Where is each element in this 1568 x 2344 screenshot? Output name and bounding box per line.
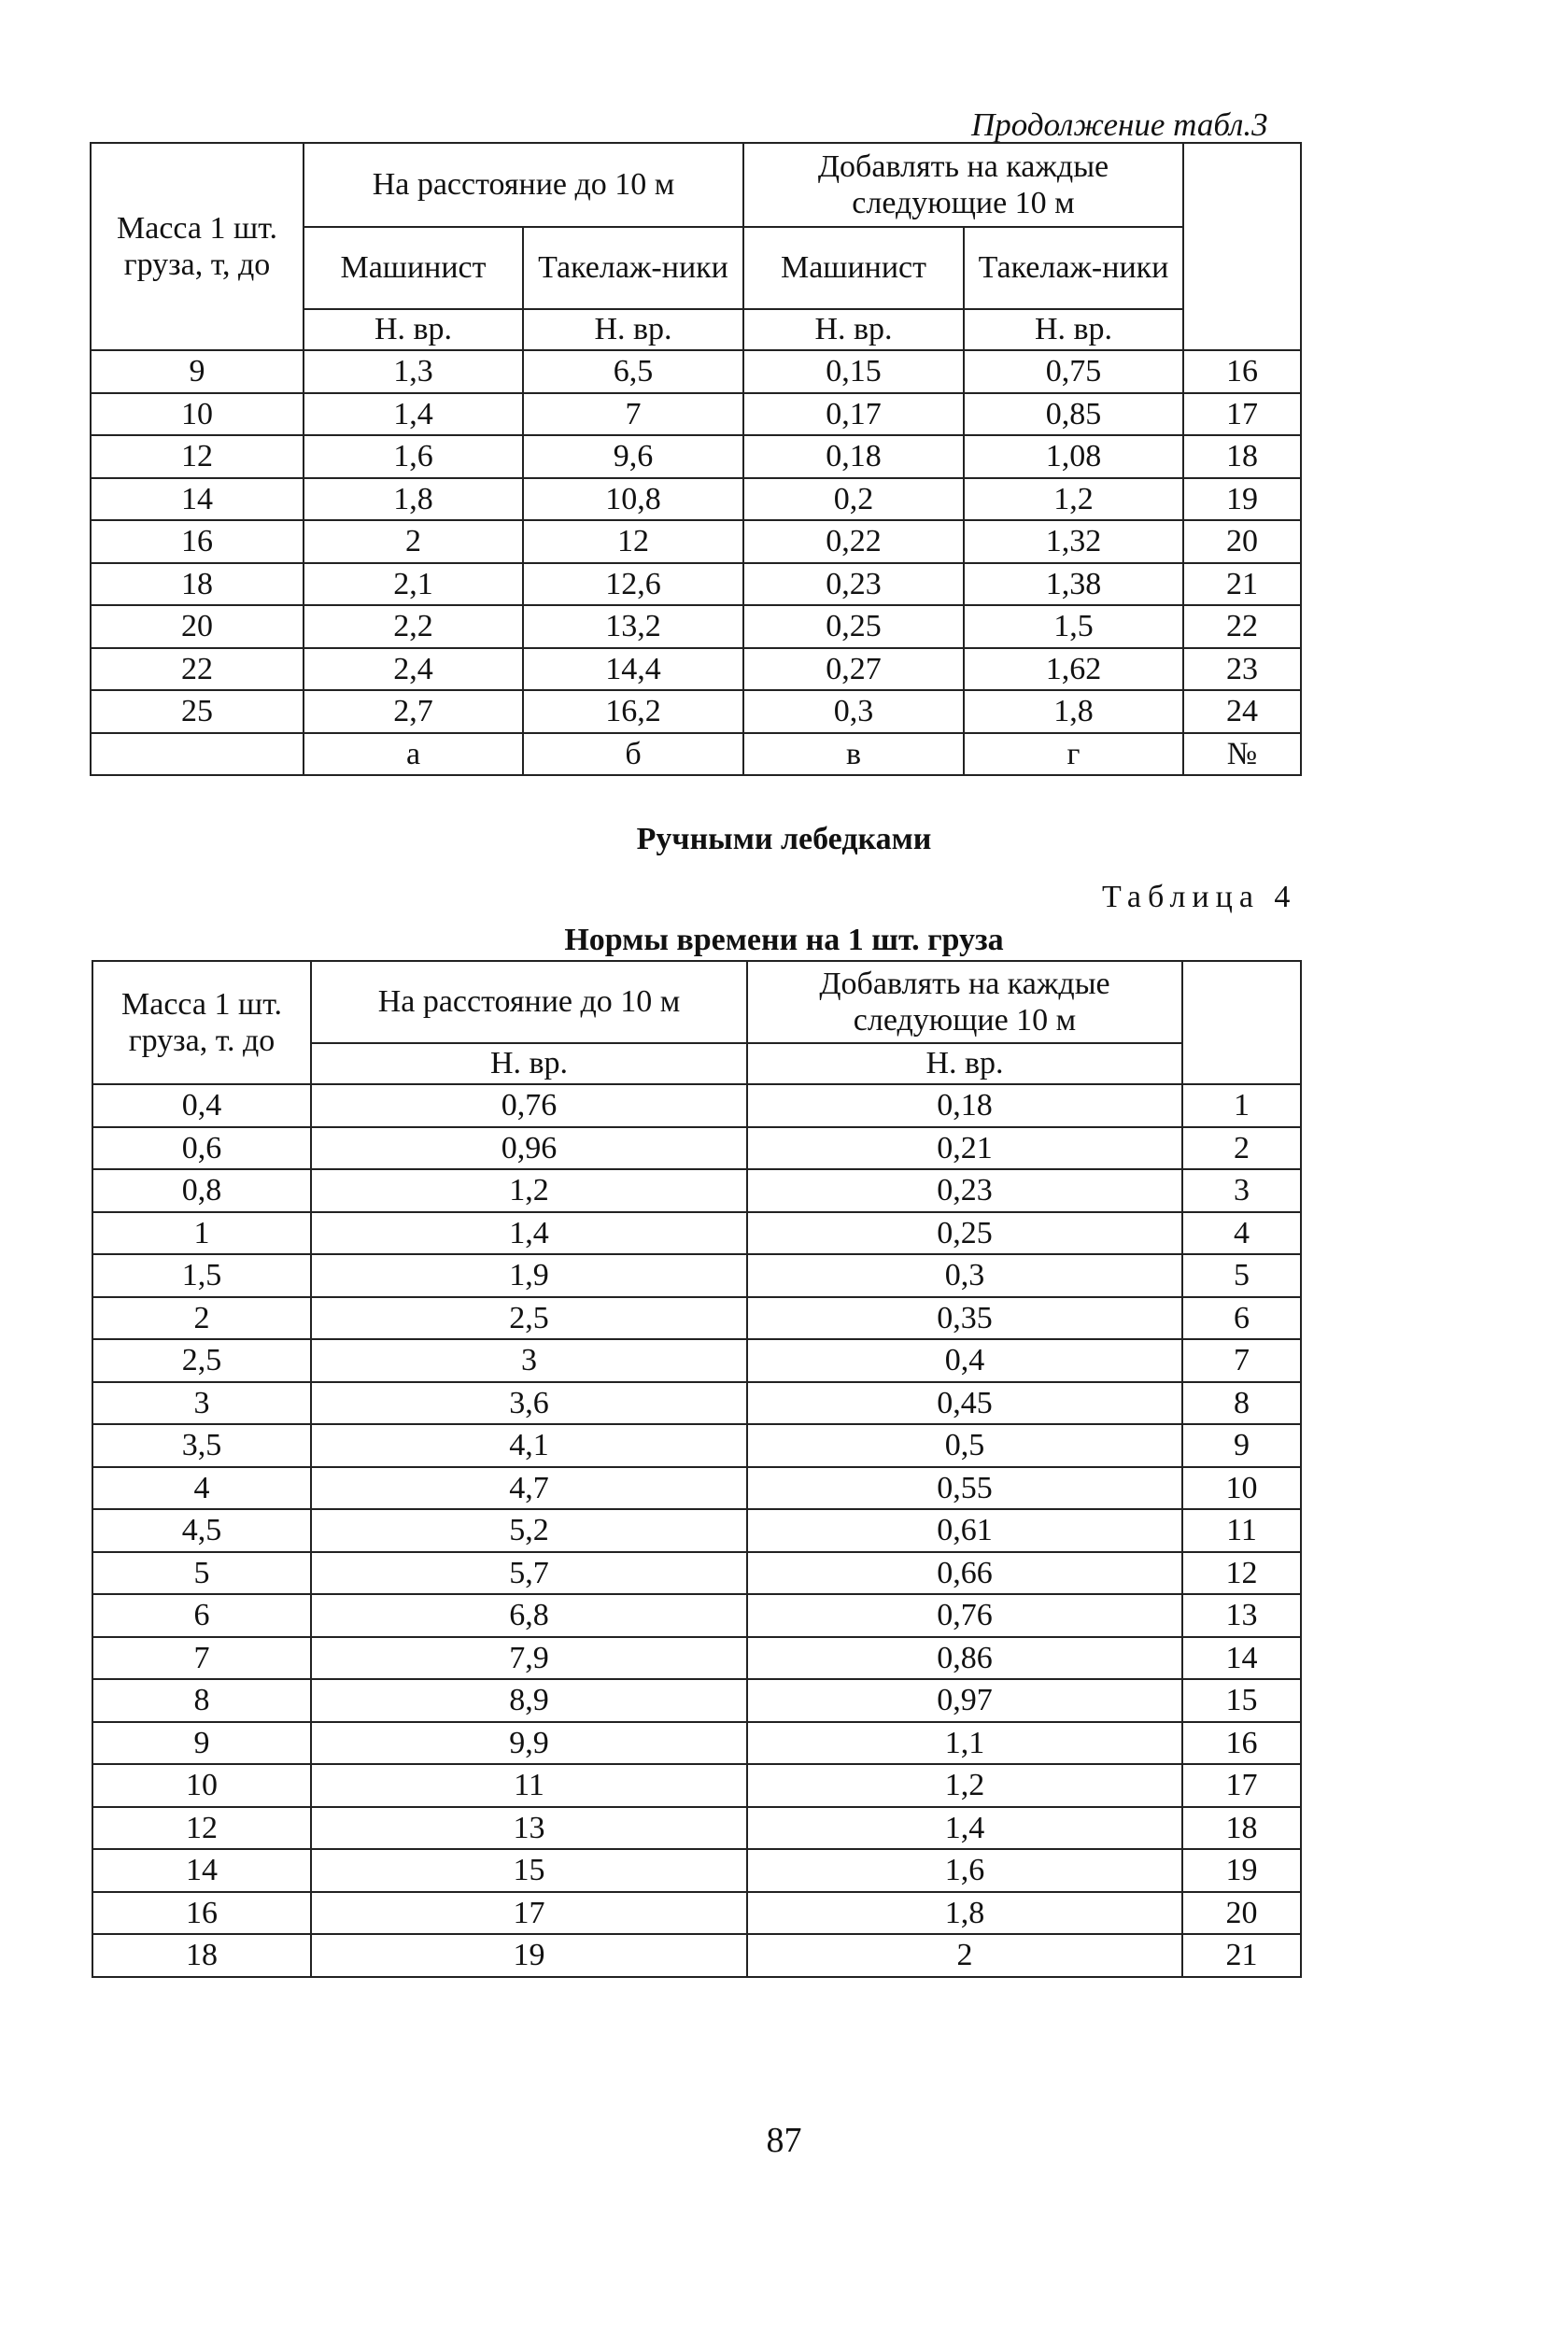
table-cell: 12 xyxy=(91,435,304,478)
table-cell: 3 xyxy=(92,1382,311,1425)
table-cell: 18 xyxy=(91,563,304,606)
table-cell: 1,32 xyxy=(964,520,1183,563)
table-cell: 12 xyxy=(92,1807,311,1850)
table-cell: 0,61 xyxy=(747,1509,1182,1552)
header-norm-time: Н. вр. xyxy=(964,309,1183,350)
table-cell: 1,6 xyxy=(747,1849,1182,1892)
table-cell: 7 xyxy=(92,1637,311,1680)
table-cell: 0,2 xyxy=(743,478,964,521)
table-cell: 15 xyxy=(311,1849,747,1892)
table-cell: 4 xyxy=(1182,1212,1301,1255)
table-row xyxy=(91,605,1301,648)
table-cell: 2,2 xyxy=(304,605,523,648)
header-distance: На расстояние до 10 м xyxy=(311,961,747,1043)
table-row xyxy=(92,1764,1301,1807)
header-mass: Масса 1 шт. груза, т, до xyxy=(91,143,304,350)
table-row xyxy=(91,393,1301,436)
table-cell: 0,25 xyxy=(743,605,964,648)
table-cell: 0,5 xyxy=(747,1424,1182,1467)
table-cell: 3 xyxy=(311,1339,747,1382)
table-cell: 1,4 xyxy=(304,393,523,436)
table-row xyxy=(91,648,1301,691)
table-row xyxy=(92,1467,1301,1510)
table-cell: 17 xyxy=(1182,1764,1301,1807)
table-cell: 0,76 xyxy=(747,1594,1182,1637)
header-norm-time: Н. вр. xyxy=(311,1043,747,1084)
footer-cell: № xyxy=(1183,733,1301,776)
table-cell: 13,2 xyxy=(523,605,743,648)
table-cell: 2 xyxy=(304,520,523,563)
table-cell: 0,17 xyxy=(743,393,964,436)
table-cell: 0,96 xyxy=(311,1127,747,1170)
table-cell: 1,8 xyxy=(964,690,1183,733)
header-norm-time: Н. вр. xyxy=(747,1043,1182,1084)
table-row xyxy=(92,1424,1301,1467)
table-cell: 7,9 xyxy=(311,1637,747,1680)
table-cell: 0,18 xyxy=(747,1084,1182,1127)
table-cell: 2,1 xyxy=(304,563,523,606)
table-row xyxy=(92,1127,1301,1170)
table-cell: 14 xyxy=(1182,1637,1301,1680)
header-add-each: Добавлять на каждые следующие 10 м xyxy=(743,143,1183,227)
table-3-continuation xyxy=(90,142,1302,776)
table-cell: 22 xyxy=(1183,605,1301,648)
table-cell: 4,7 xyxy=(311,1467,747,1510)
table-cell: 10 xyxy=(91,393,304,436)
table-row xyxy=(91,690,1301,733)
table-cell: 9,9 xyxy=(311,1722,747,1765)
table-row xyxy=(92,1552,1301,1595)
table-cell: 1,2 xyxy=(311,1169,747,1212)
table-cell: 8,9 xyxy=(311,1679,747,1722)
table-cell: 14 xyxy=(92,1849,311,1892)
header-operator: Машинист xyxy=(743,227,964,309)
table-cell: 0,3 xyxy=(747,1254,1182,1297)
table-cell: 0,97 xyxy=(747,1679,1182,1722)
table-cell: 0,4 xyxy=(92,1084,311,1127)
table-cell: 3 xyxy=(1182,1169,1301,1212)
table-row xyxy=(92,1934,1301,1977)
table-row xyxy=(92,1849,1301,1892)
table-row xyxy=(92,1594,1301,1637)
header-mass: Масса 1 шт. груза, т. до xyxy=(92,961,311,1084)
table-cell: 0,45 xyxy=(747,1382,1182,1425)
table-row xyxy=(92,1084,1301,1127)
table-cell: 3,5 xyxy=(92,1424,311,1467)
table-cell: 12 xyxy=(1182,1552,1301,1595)
table-cell: 18 xyxy=(92,1934,311,1977)
table-cell: 9,6 xyxy=(523,435,743,478)
table-4-number: Таблица 4 xyxy=(1102,880,1297,914)
header-norm-time: Н. вр. xyxy=(743,309,964,350)
table-cell: 1,2 xyxy=(964,478,1183,521)
header-norm-time: Н. вр. xyxy=(523,309,743,350)
table-3-body xyxy=(91,350,1301,775)
table-row xyxy=(92,1509,1301,1552)
table-cell: 1,08 xyxy=(964,435,1183,478)
table-cell: 22 xyxy=(91,648,304,691)
table-cell: 16 xyxy=(92,1892,311,1935)
table-cell: 14 xyxy=(91,478,304,521)
table-cell: 0,18 xyxy=(743,435,964,478)
table-cell: 18 xyxy=(1182,1807,1301,1850)
footer-cell: б xyxy=(523,733,743,776)
table-cell: 3,6 xyxy=(311,1382,747,1425)
table-cell: 13 xyxy=(311,1807,747,1850)
section-title: Ручными лебедками xyxy=(636,822,932,856)
table-cell: 0,21 xyxy=(747,1127,1182,1170)
table-cell: 0,66 xyxy=(747,1552,1182,1595)
table-cell: 15 xyxy=(1182,1679,1301,1722)
footer-cell: г xyxy=(964,733,1183,776)
table-cell: 2,5 xyxy=(311,1297,747,1340)
table-cell: 0,6 xyxy=(92,1127,311,1170)
table-cell: 20 xyxy=(1183,520,1301,563)
table-cell: 1,2 xyxy=(747,1764,1182,1807)
table-cell: 12,6 xyxy=(523,563,743,606)
table-cell: 14,4 xyxy=(523,648,743,691)
table-cell: 0,22 xyxy=(743,520,964,563)
header-riggers: Такелаж-ники xyxy=(964,227,1183,309)
table-cell: 9 xyxy=(1182,1424,1301,1467)
table-row xyxy=(92,1254,1301,1297)
table-cell: 25 xyxy=(91,690,304,733)
table-cell: 6,8 xyxy=(311,1594,747,1637)
header-number-blank xyxy=(1182,961,1301,1084)
table-row xyxy=(92,1722,1301,1765)
header-riggers: Такелаж-ники xyxy=(523,227,743,309)
table-cell: 8 xyxy=(1182,1382,1301,1425)
table-cell: 4,5 xyxy=(92,1509,311,1552)
table-cell: 18 xyxy=(1183,435,1301,478)
table-cell: 7 xyxy=(1182,1339,1301,1382)
table-cell: 1,5 xyxy=(92,1254,311,1297)
table-cell: 2 xyxy=(747,1934,1182,1977)
header-norm-time: Н. вр. xyxy=(304,309,523,350)
table-cell: 9 xyxy=(91,350,304,393)
table-cell: 2,4 xyxy=(304,648,523,691)
table-cell: 0,75 xyxy=(964,350,1183,393)
table-row xyxy=(92,1807,1301,1850)
table-row xyxy=(92,1637,1301,1680)
table-cell: 9 xyxy=(92,1722,311,1765)
table-cell: 10 xyxy=(92,1764,311,1807)
table-cell: 10 xyxy=(1182,1467,1301,1510)
table-cell: 17 xyxy=(311,1892,747,1935)
table-cell: 1,4 xyxy=(747,1807,1182,1850)
table-cell: 5,7 xyxy=(311,1552,747,1595)
table-cell: 19 xyxy=(1182,1849,1301,1892)
table-cell: 20 xyxy=(1182,1892,1301,1935)
table-row xyxy=(92,1339,1301,1382)
table-cell: 16 xyxy=(1183,350,1301,393)
table-footer-row xyxy=(91,733,1301,776)
table-cell: 19 xyxy=(311,1934,747,1977)
table-cell: 0,55 xyxy=(747,1467,1182,1510)
table-cell: 1,3 xyxy=(304,350,523,393)
table-row xyxy=(92,1212,1301,1255)
table-cell: 6 xyxy=(1182,1297,1301,1340)
footer-cell xyxy=(91,733,304,776)
header-distance: На расстояние до 10 м xyxy=(304,143,743,227)
table-cell: 24 xyxy=(1183,690,1301,733)
table-cell: 17 xyxy=(1183,393,1301,436)
footer-cell: в xyxy=(743,733,964,776)
table-cell: 1,5 xyxy=(964,605,1183,648)
table-cell: 0,25 xyxy=(747,1212,1182,1255)
table-row xyxy=(91,350,1301,393)
table-cell: 21 xyxy=(1182,1934,1301,1977)
table-cell: 12 xyxy=(523,520,743,563)
table-cell: 2,5 xyxy=(92,1339,311,1382)
table-row xyxy=(91,563,1301,606)
table-cell: 7 xyxy=(523,393,743,436)
table-cell: 0,3 xyxy=(743,690,964,733)
table-cell: 10,8 xyxy=(523,478,743,521)
table-row xyxy=(91,435,1301,478)
table-row xyxy=(92,1169,1301,1212)
table-cell: 0,27 xyxy=(743,648,964,691)
table-row xyxy=(92,1679,1301,1722)
table-row xyxy=(92,1382,1301,1425)
table-cell: 1,4 xyxy=(311,1212,747,1255)
table-cell: 2 xyxy=(92,1297,311,1340)
table-cell: 8 xyxy=(92,1679,311,1722)
table-cell: 6,5 xyxy=(523,350,743,393)
table-cell: 4,1 xyxy=(311,1424,747,1467)
table-row xyxy=(91,478,1301,521)
table-cell: 2,7 xyxy=(304,690,523,733)
table-cell: 1,1 xyxy=(747,1722,1182,1765)
table-row xyxy=(91,520,1301,563)
table-cell: 11 xyxy=(1182,1509,1301,1552)
table-cell: 1,8 xyxy=(747,1892,1182,1935)
table-cell: 0,8 xyxy=(92,1169,311,1212)
table-cell: 0,15 xyxy=(743,350,964,393)
table-cell: 11 xyxy=(311,1764,747,1807)
footer-cell: а xyxy=(304,733,523,776)
header-number-blank xyxy=(1183,143,1301,350)
table-cell: 21 xyxy=(1183,563,1301,606)
table-cell: 19 xyxy=(1183,478,1301,521)
table-cell: 1,38 xyxy=(964,563,1183,606)
table-cell: 0,85 xyxy=(964,393,1183,436)
table-4-body xyxy=(92,1084,1301,1977)
table-cell: 16 xyxy=(91,520,304,563)
table-cell: 1,9 xyxy=(311,1254,747,1297)
header-operator: Машинист xyxy=(304,227,523,309)
continuation-caption: Продолжение табл.3 xyxy=(971,106,1268,143)
table-cell: 0,4 xyxy=(747,1339,1182,1382)
table-cell: 0,35 xyxy=(747,1297,1182,1340)
table-4-title: Нормы времени на 1 шт. груза xyxy=(564,923,1004,957)
table-cell: 0,76 xyxy=(311,1084,747,1127)
table-cell: 0,23 xyxy=(747,1169,1182,1212)
table-cell: 1 xyxy=(92,1212,311,1255)
header-add-each: Добавлять на каждые следующие 10 м xyxy=(747,961,1182,1043)
table-cell: 23 xyxy=(1183,648,1301,691)
table-cell: 6 xyxy=(92,1594,311,1637)
table-cell: 4 xyxy=(92,1467,311,1510)
table-cell: 5 xyxy=(92,1552,311,1595)
table-cell: 0,86 xyxy=(747,1637,1182,1680)
table-row xyxy=(92,1892,1301,1935)
table-cell: 16 xyxy=(1182,1722,1301,1765)
table-4 xyxy=(92,960,1302,1978)
table-row xyxy=(92,1297,1301,1340)
table-cell: 1,6 xyxy=(304,435,523,478)
table-cell: 16,2 xyxy=(523,690,743,733)
table-cell: 5,2 xyxy=(311,1509,747,1552)
table-cell: 20 xyxy=(91,605,304,648)
table-cell: 5 xyxy=(1182,1254,1301,1297)
table-cell: 1,62 xyxy=(964,648,1183,691)
page-number: 87 xyxy=(766,2121,802,2160)
table-cell: 1 xyxy=(1182,1084,1301,1127)
table-cell: 1,8 xyxy=(304,478,523,521)
table-cell: 2 xyxy=(1182,1127,1301,1170)
table-cell: 0,23 xyxy=(743,563,964,606)
table-cell: 13 xyxy=(1182,1594,1301,1637)
